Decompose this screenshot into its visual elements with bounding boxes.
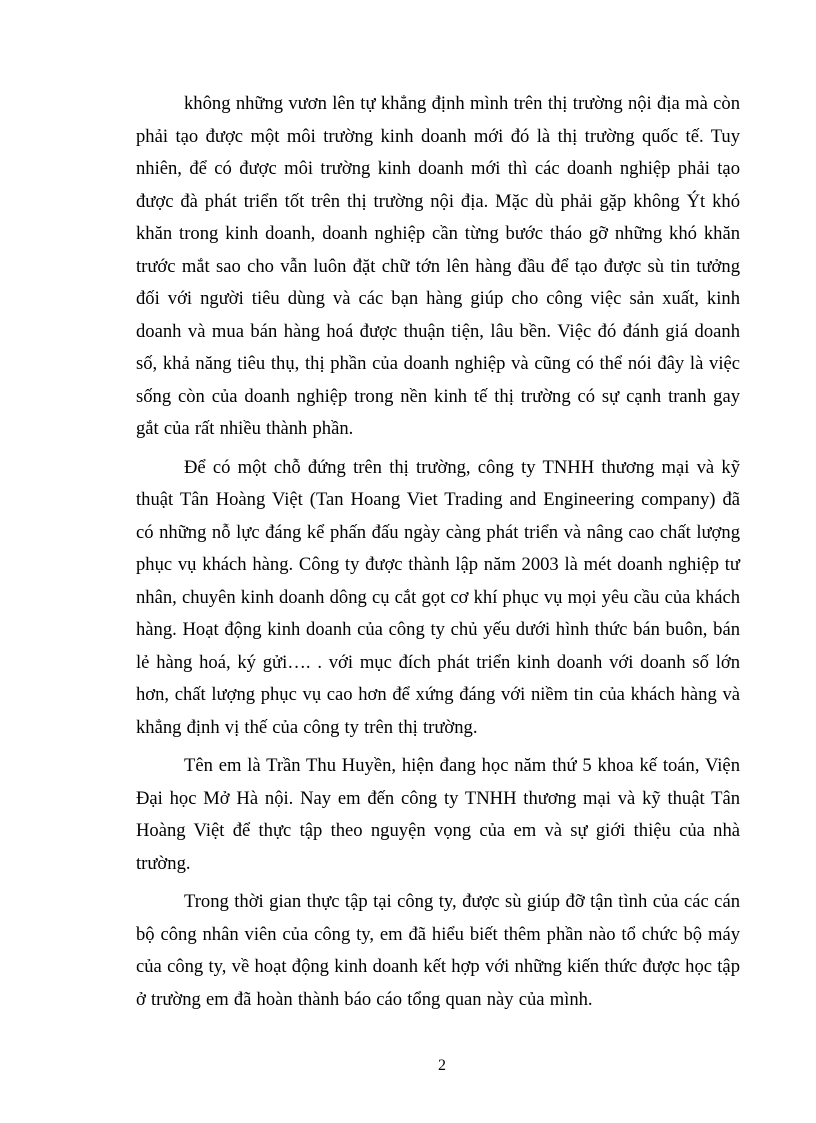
paragraph-student-introduction: Tên em là Trần Thu Huyền, hiện đang học năm thứ 5 khoa kế toán, Viện Đại học Mở Hà nội. Nay em đến công ty TNHH thương mại và kỹ thuật Tân Hoàng Việt để thực tập theo nguyện vọng của em và sự giới thiệu của nhà trường. (136, 755, 740, 874)
paragraph-intro-continuation: không những vươn lên tự khẳng định mình trên thị trường nội địa mà còn phải tạo được một môi trường kinh doanh mới đó là thị trường quốc tế. Tuy nhiên, để có được môi trường kinh doanh mới thì các doanh nghiệp phải tạo được đà phát triển tốt trên thị trường nội địa. Mặc dù phải gặp không Ýt khó khăn trong kinh doanh, doanh nghiệp cần từng bước tháo gỡ những khó khăn trước mắt sao cho vẫn luôn đặt chữ tớn lên hàng đầu để tạo được sù tin tưởng đối với người tiêu dùng và các bạn hàng giúp cho công việc sản xuất, kinh doanh và mua bán hàng hoá được thuận tiện, lâu bền. Việc đó đánh giá doanh số, khả năng tiêu thụ, thị phần của doanh nghiệp và cũng có thể nói đây là việc sống còn của doanh nghiệp trong nền kinh tế thị trường có sự cạnh tranh gay gắt của rất nhiều thành phần. (136, 93, 740, 439)
paragraph-company-overview: Để có một chỗ đứng trên thị trường, công ty TNHH thương mại và kỹ thuật Tân Hoàng Việt (Tan Hoang Viet Trading and Engineering company) đã có những nỗ lực đáng kể phấn đấu ngày càng phát triển và nâng cao chất lượng phục vụ khách hàng. Công ty được thành lập năm 2003 là mét doanh nghiệp tư nhân, chuyên kinh doanh dông cụ cắt gọt cơ khí phục vụ mọi yêu cầu của khách hàng. Hoạt động kinh doanh của công ty chủ yếu dưới hình thức bán buôn, bán lẻ hàng hoá, ký gửi…. . với mục đích phát triển kinh doanh với doanh số lớn hơn, chất lượng phục vụ cao hơn để xứng đáng với niềm tin của khách hàng và khẳng định vị thế của công ty trên thị trường. (136, 456, 740, 738)
document-body (136, 88, 740, 1022)
page-number: 2 (438, 1057, 446, 1074)
paragraph-internship-summary: Trong thời gian thực tập tại công ty, được sù giúp đỡ tận tình của các cán bộ công nhân viên của công ty, em đã hiểu biết thêm phần nào tổ chức bộ máy của công ty, về hoạt động kinh doanh kết hợp với những kiến thức được học tập ở trường em đã hoàn thành báo cáo tổng quan này của mình. (136, 891, 740, 1010)
